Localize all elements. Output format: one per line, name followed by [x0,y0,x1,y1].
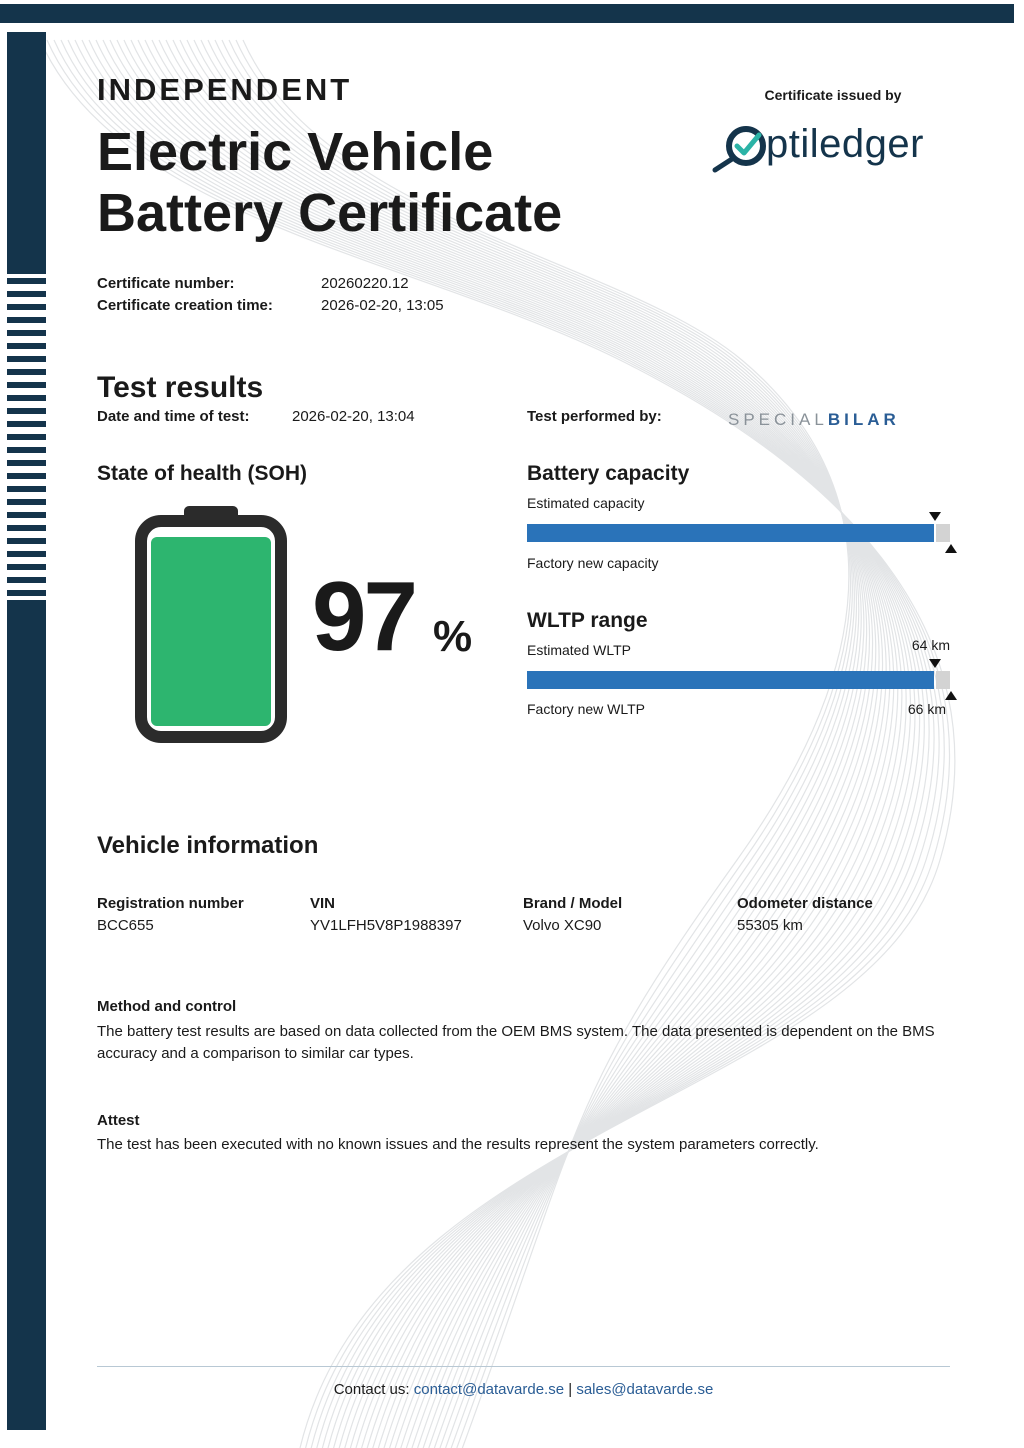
vin-value: YV1LFH5V8P1988397 [310,917,462,934]
estimated-wltp-label: Estimated WLTP [527,642,631,658]
attest-heading: Attest [97,1112,140,1129]
factory-wltp-label: Factory new WLTP [527,701,645,717]
sales-email-link[interactable]: sales@datavarde.se [576,1381,714,1398]
capacity-bar [527,524,950,542]
vin-label: VIN [310,895,336,912]
contact-email-link[interactable]: contact@datavarde.se [413,1381,565,1398]
wltp-bar-fill [527,671,934,689]
estimated-wltp-value: 64 km [911,637,950,653]
wltp-bar-remainder [936,671,950,689]
contact-separator: | [568,1381,573,1398]
certificate-creation-label: Certificate creation time: [97,297,273,314]
specialbilar-logo [728,410,900,430]
contact-label: Contact us: [333,1381,410,1398]
certificate-number-value: 20260220.12 [321,275,409,292]
wltp-bar [527,671,950,689]
battery-icon [134,504,288,744]
certificate-creation-value: 2026-02-20, 13:05 [321,297,444,314]
certificate-number-label: Certificate number: [97,275,235,292]
header-kicker: INDEPENDENT [97,72,353,107]
optiledger-wordmark: ptiledger [766,122,924,166]
test-results-heading: Test results [97,371,264,404]
test-date-value: 2026-02-20, 13:04 [292,408,415,425]
soh-heading: State of health (SOH) [97,462,308,485]
test-performed-label: Test performed by: [527,408,662,425]
odometer-label: Odometer distance [737,895,873,912]
soh-value: 97 [312,561,416,671]
estimated-wltp-marker-icon [929,659,941,668]
wltp-heading: WLTP range [527,609,648,632]
battery-capacity-heading: Battery capacity [527,462,690,485]
soh-unit: % [433,612,473,661]
estimated-capacity-label: Estimated capacity [527,495,645,511]
method-heading: Method and control [97,998,237,1015]
vehicle-info-heading: Vehicle information [97,832,319,859]
side-stripe-decoration [7,32,46,1430]
factory-capacity-marker-icon [945,544,957,553]
estimated-capacity-marker-icon [929,512,941,521]
title-line-1: Electric Vehicle [97,122,494,182]
capacity-bar-fill [527,524,934,542]
capacity-bar-remainder [936,524,950,542]
optiledger-logo [710,118,955,176]
specialbilar-logo-part2: BILAR [827,410,900,429]
brand-model-label: Brand / Model [523,895,623,912]
issued-by-label: Certificate issued by [764,87,902,103]
registration-value: BCC655 [97,917,154,934]
factory-wltp-value: 66 km [907,701,946,717]
title-line-2: Battery Certificate [97,183,563,243]
test-date-label: Date and time of test: [97,408,250,425]
brand-model-value: Volvo XC90 [523,917,602,934]
method-text: The battery test results are based on data collected from the OEM BMS system. The data presented is dependent on the BMS accuracy and a comparison to similar car types. [97,1023,935,1062]
odometer-value: 55305 km [737,917,803,934]
footer-divider [97,1366,950,1367]
attest-text: The test has been executed with no known issues and the results represent the system parameters correctly. [97,1136,819,1153]
top-banner-bar [0,4,1014,23]
registration-label: Registration number [97,895,244,912]
magnifier-check-icon [710,118,772,176]
battery-level-fill [151,537,271,726]
specialbilar-logo-part1: SPECIAL [728,410,828,429]
factory-capacity-label: Factory new capacity [527,555,659,571]
footer-contact [97,1381,950,1398]
factory-wltp-marker-icon [945,691,957,700]
